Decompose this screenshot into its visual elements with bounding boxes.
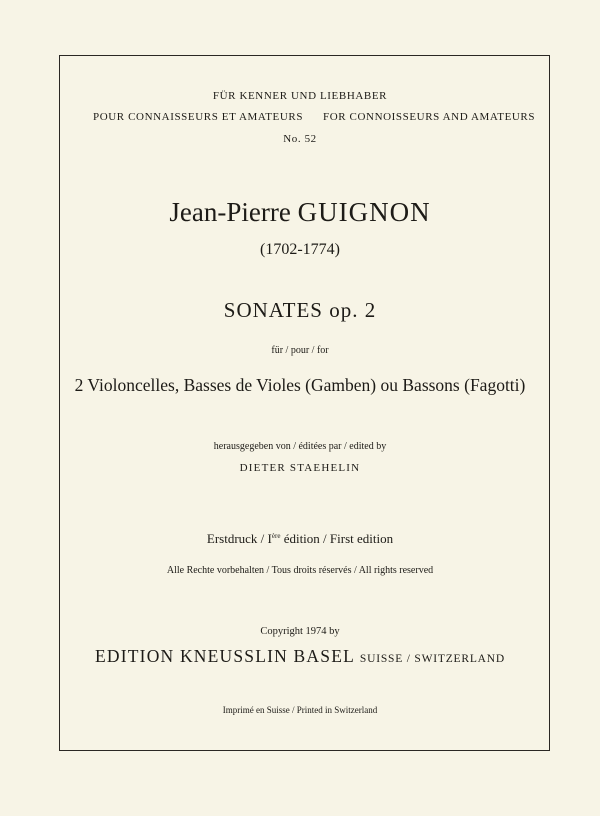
- rights-notice: Alle Rechte vorbehalten / Tous droits réservés / All rights reserved: [166, 565, 434, 576]
- publisher-name: EDITION KNEUSSLIN BASEL: [95, 646, 355, 666]
- printed-in: Imprimé en Suisse / Printed in Switzerland: [222, 705, 378, 715]
- editor-name: DIETER STAEHELIN: [239, 462, 361, 474]
- composer-name: [0, 197, 600, 228]
- edition-separator-2: /: [319, 531, 330, 546]
- edition-separator-1: /: [257, 531, 268, 546]
- edition-english: First edition: [329, 531, 394, 546]
- edition-french-sup: ère: [271, 532, 281, 540]
- publisher-line: [0, 646, 600, 667]
- edition-french: [268, 531, 320, 546]
- copyright-line: Copyright 1974 by: [260, 626, 340, 637]
- edited-by-label: herausgegeben von / éditées par / edited by: [213, 441, 387, 452]
- edition-french-rest: édition: [280, 531, 320, 546]
- composer-last-name: GUIGNON: [297, 197, 431, 227]
- edition-line: [0, 531, 600, 547]
- series-french: POUR CONNAISSEURS ET AMATEURS: [93, 111, 304, 123]
- for-line: für / pour / for: [271, 345, 329, 356]
- work-title: SONATES op. 2: [223, 298, 377, 322]
- series-german: FÜR KENNER UND LIEBHABER: [212, 90, 388, 102]
- instrumentation: 2 Violoncelles, Basses de Violes (Gamben) ou Bassons (Fagotti): [74, 375, 526, 395]
- publisher-country: SUISSE / SWITZERLAND: [359, 653, 505, 665]
- series-english: FOR CONNOISSEURS AND AMATEURS: [323, 111, 536, 123]
- composer-dates: (1702-1774): [260, 241, 340, 258]
- composer-first-name: Jean-Pierre: [169, 197, 291, 227]
- series-number: No. 52: [283, 133, 317, 145]
- edition-french-base: I: [267, 531, 272, 546]
- edition-german: Erstdruck: [206, 531, 258, 546]
